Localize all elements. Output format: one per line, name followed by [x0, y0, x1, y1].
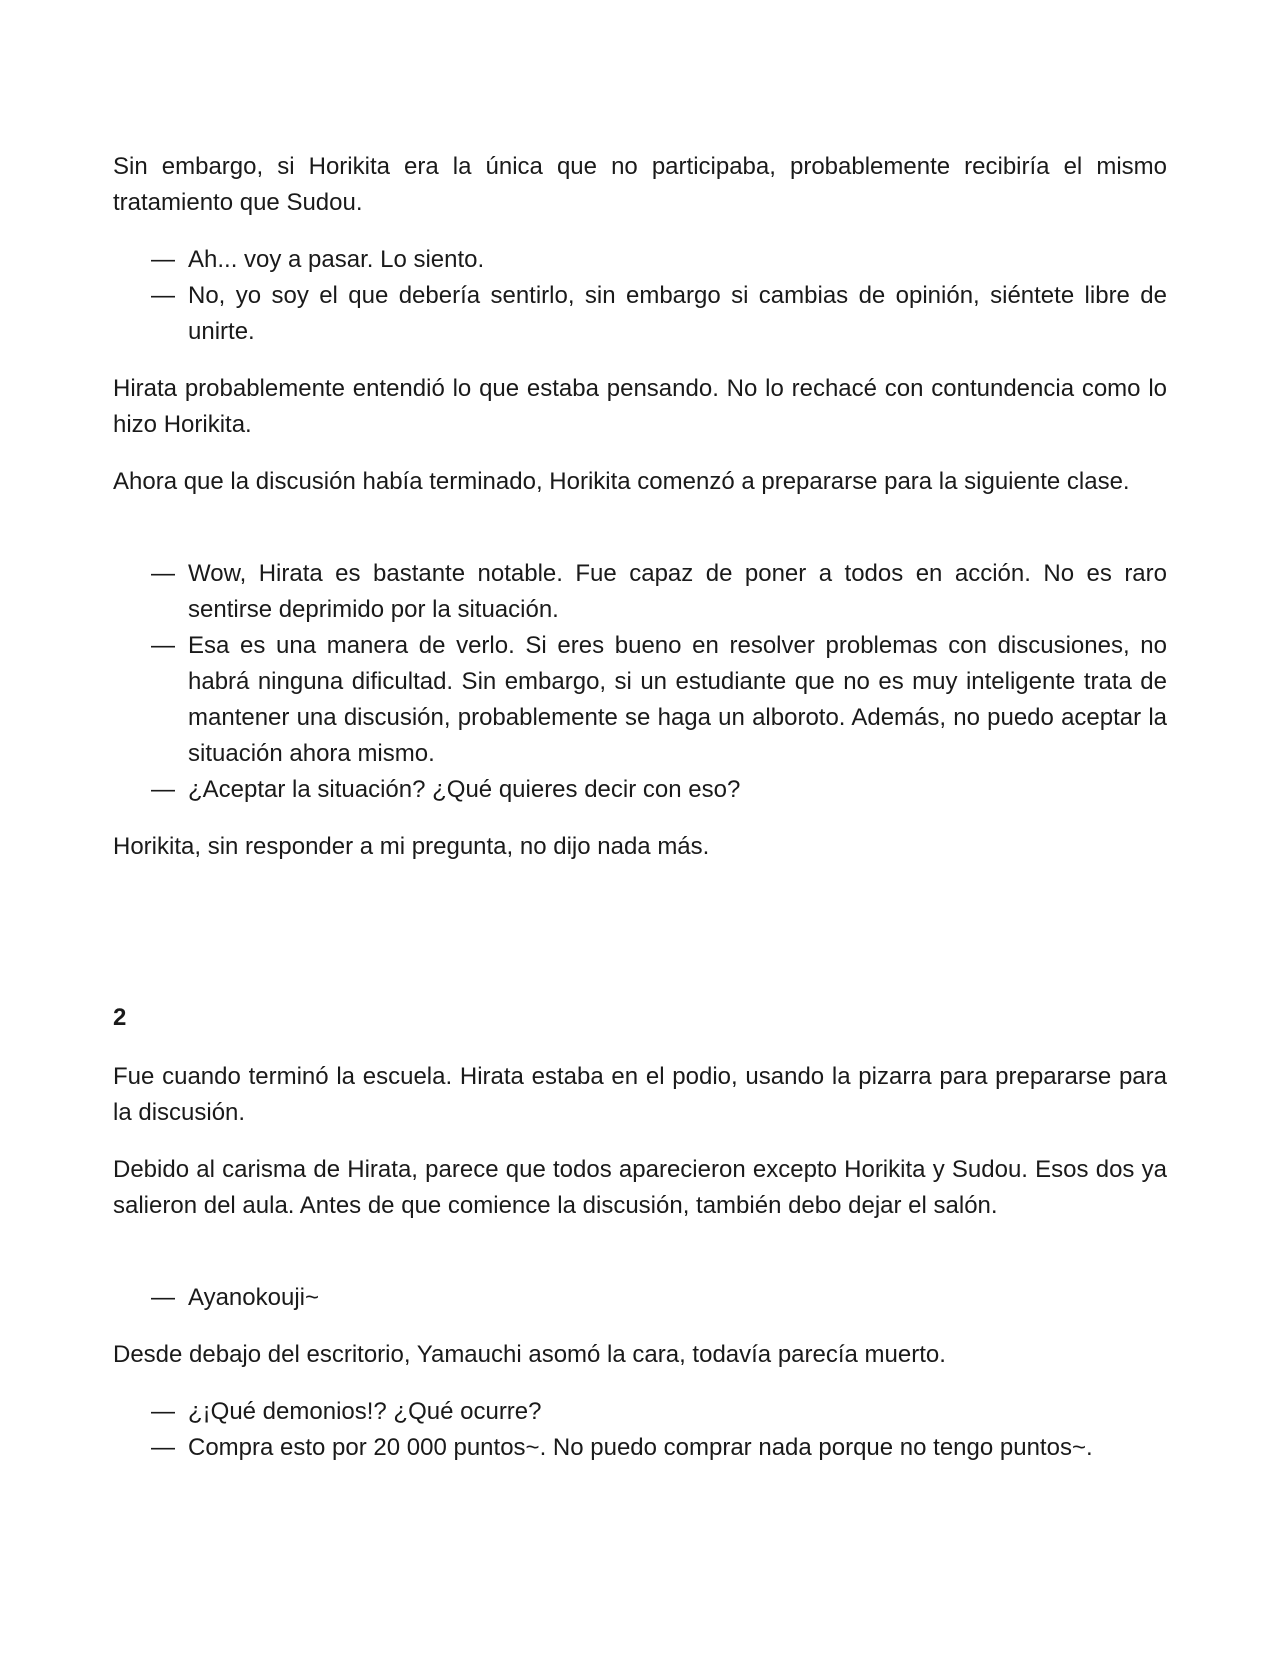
dialogue-text: Ayanokouji~ — [188, 1284, 319, 1311]
dialogue-line — [151, 242, 1167, 278]
dialogue-line — [151, 772, 1167, 808]
dialogue-block — [151, 556, 1167, 808]
dialogue-line — [151, 1430, 1167, 1466]
dash: — — [151, 1284, 175, 1311]
dash: — — [151, 1398, 175, 1425]
paragraph: Fue cuando terminó la escuela. Hirata estaba en el podio, usando la pizarra para prepararse para la discusión. — [113, 1063, 1167, 1126]
dash: — — [151, 246, 175, 273]
dash: — — [151, 560, 175, 587]
dialogue-block — [151, 1394, 1167, 1466]
dash: — — [151, 632, 175, 659]
paragraph: Hirata probablemente entendió lo que estaba pensando. No lo rechacé con contundencia como lo hizo Horikita. — [113, 375, 1167, 438]
section-heading: 2 — [113, 1004, 127, 1031]
dash: — — [151, 776, 175, 803]
dialogue-line — [151, 278, 1167, 350]
dialogue-text: Esa es una manera de verlo. Si eres bueno en resolver problemas con discusiones, no habrá ninguna dificultad. Sin embargo, si un estudiante que no es muy inteligente trata de mantener una discusión, probablemente se haga un alboroto. Además, no puedo aceptar la situación ahora mismo. — [188, 632, 1167, 767]
dialogue-text: Ah... voy a pasar. Lo siento. — [188, 246, 485, 273]
paragraph: Desde debajo del escritorio, Yamauchi asomó la cara, todavía parecía muerto. — [113, 1341, 946, 1368]
paragraph: Horikita, sin responder a mi pregunta, no dijo nada más. — [113, 833, 710, 860]
dialogue-line — [151, 556, 1167, 628]
dialogue-text: ¿¡Qué demonios!? ¿Qué ocurre? — [188, 1398, 542, 1425]
dialogue-text: ¿Aceptar la situación? ¿Qué quieres decir con eso? — [188, 776, 741, 803]
dialogue-block — [151, 242, 1167, 350]
dialogue-text: Wow, Hirata es bastante notable. Fue capaz de poner a todos en acción. No es raro sentirse deprimido por la situación. — [188, 560, 1167, 623]
dialogue-line — [151, 1280, 1167, 1316]
dialogue-line — [151, 1394, 1167, 1430]
dialogue-text: Compra esto por 20 000 puntos~. No puedo comprar nada porque no tengo puntos~. — [188, 1434, 1093, 1461]
dash: — — [151, 282, 175, 309]
dialogue-block — [151, 1280, 1167, 1316]
dialogue-line — [151, 628, 1167, 772]
dash: — — [151, 1434, 175, 1461]
paragraph: Debido al carisma de Hirata, parece que todos aparecieron excepto Horikita y Sudou. Esos dos ya salieron del aula. Antes de que comience la discusión, también debo dejar el salón. — [113, 1156, 1167, 1219]
dialogue-text: No, yo soy el que debería sentirlo, sin embargo si cambias de opinión, siéntete libre de unirte. — [188, 282, 1167, 345]
paragraph: Ahora que la discusión había terminado, Horikita comenzó a prepararse para la siguiente clase. — [113, 468, 1130, 495]
paragraph: Sin embargo, si Horikita era la única que no participaba, probablemente recibiría el mismo tratamiento que Sudou. — [113, 153, 1167, 216]
